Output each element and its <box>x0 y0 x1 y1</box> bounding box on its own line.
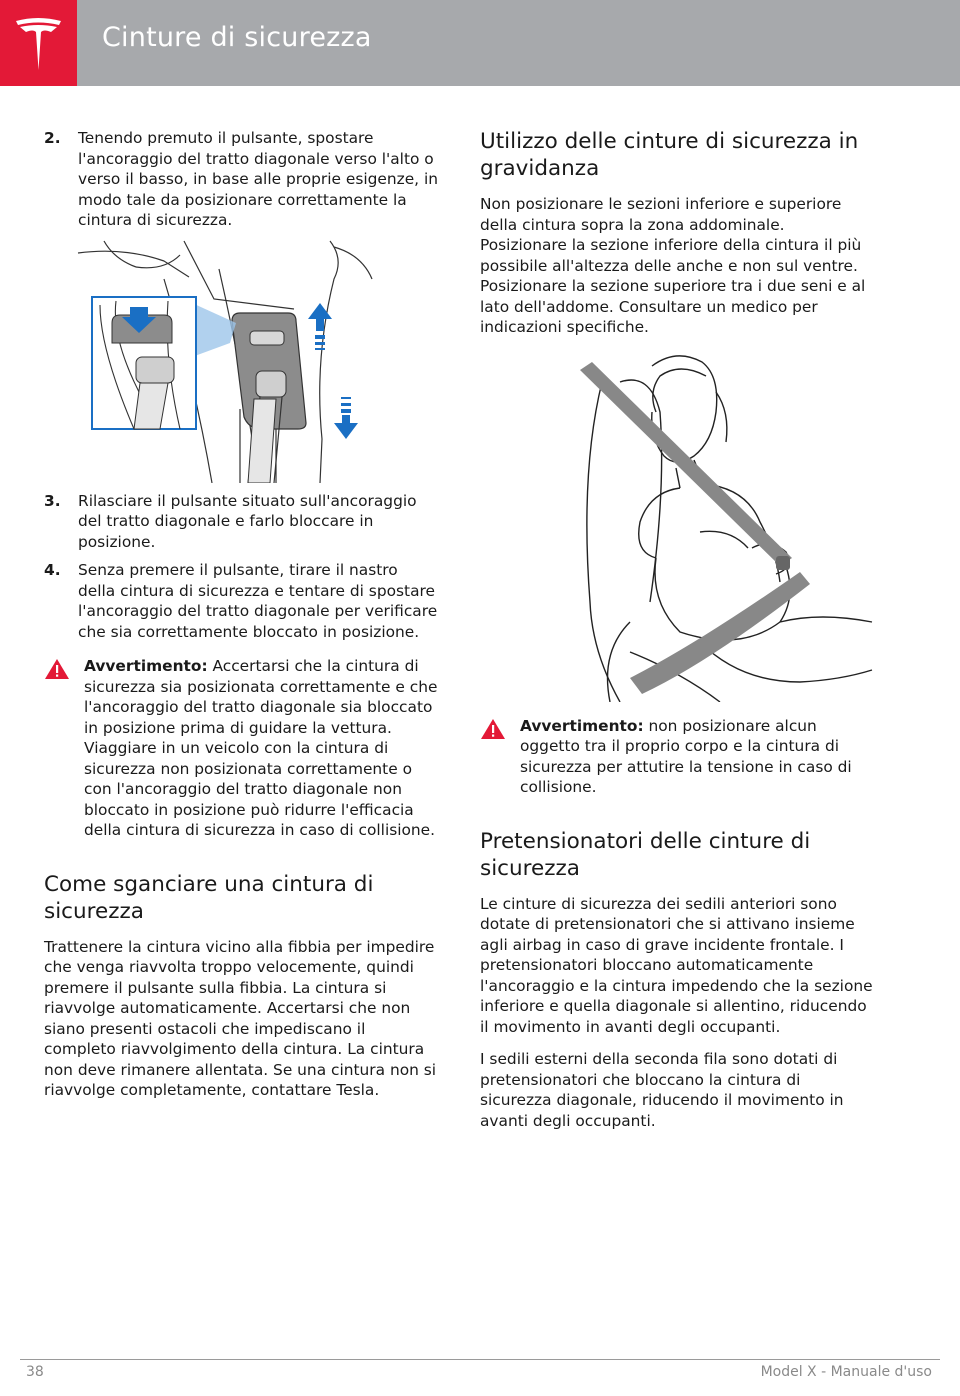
release-paragraph: Trattenere la cintura vicino alla fibbia per impedire che venga riavvolta troppo velocemente, quindi premere il pulsante sulla fibbia. La cintura si riavvolge automaticamente. Accertarsi che non siano presenti ostacoli che impediscano il completo riavvolgimento della cintura. La cintura non deve rimanere allentata. Se una cintura non si riavvolge completamente, contattare Tesla. <box>44 937 437 1099</box>
tesla-logo-icon <box>14 16 63 70</box>
tesla-logo <box>0 0 77 86</box>
page-title: Cinture di sicurezza <box>102 22 372 53</box>
step-text: Tenendo premuto il pulsante, spostare l'ancoraggio del tratto diagonale verso l'alto o verso il basso, in base alle proprie esigenze, in modo tale da posizionare correttamente la cintura di sicurezza. <box>78 129 438 229</box>
footer-divider <box>20 1359 940 1360</box>
step-3 <box>44 491 438 553</box>
warning-triangle-icon <box>44 656 84 841</box>
page-number: 38 <box>26 1364 44 1380</box>
page-header <box>0 0 960 86</box>
right-column <box>480 128 876 1143</box>
warning-no-objects <box>480 716 876 798</box>
section-heading-pregnancy: Utilizzo delle cinture di sicurezza in gravidanza <box>480 129 859 181</box>
step-text: Senza premere il pulsante, tirare il nastro della cintura di sicurezza e tentare di spostare l'ancoraggio del tratto diagonale per verificare che sia correttamente bloccato in posizione. <box>78 561 438 641</box>
step-number: 3. <box>44 491 61 510</box>
step-number: 2. <box>44 129 61 147</box>
warning-belt-anchor <box>44 656 438 841</box>
pregnancy-paragraph: Non posizionare le sezioni inferiore e superiore della cintura sopra la zona addominale. Posizionare la sezione inferiore della cintura il più possibile all'altezza delle anche e non sul ventre. Posizionare la sezione superiore tra i due seni e al lato dell'addome. Consultare un medico per indicazioni specifiche. <box>480 195 866 336</box>
step-4 <box>44 560 438 642</box>
pretensioner-paragraph-2: I sedili esterni della seconda fila sono dotati di pretensionatori che bloccano la cintura di sicurezza diagonale, riducendo il movimento in avanti degli occupanti. <box>480 1050 844 1130</box>
manual-name: Model X - Manuale d'uso <box>760 1364 932 1380</box>
warning-label: Avvertimento: <box>84 657 208 675</box>
left-column <box>44 128 438 1113</box>
warning-text: Accertarsi che la cintura di sicurezza sia posizionata correttamente e che l'ancoraggio del tratto diagonale sia bloccato in posizione prima di guidare la vettura. Viaggiare in un veicolo con la cintura di sicurezza non posizionata correttamente o con l'ancoraggio del tratto diagonale non bloccato in posizione può ridurre l'efficacia della cintura di sicurezza in caso di collisione. <box>84 657 438 839</box>
section-heading-pretensioners: Pretensionatori delle cinture di sicurezza <box>480 828 811 881</box>
step-text: Rilasciare il pulsante situato sull'ancoraggio del tratto diagonale e farlo bloccare in posizione. <box>78 491 417 551</box>
belt-anchor-illustration <box>44 239 438 483</box>
step-2 <box>44 128 438 231</box>
pretensioner-paragraph-1: Le cinture di sicurezza dei sedili anteriori sono dotate di pretensionatori che si attivano insieme agli airbag in caso di grave incidente frontale. I pretensionatori bloccano automaticamente l'ancoraggio e la cintura impedendo che la sezione inferiore e quella diagonale si allentino, riducendo il movimento in avanti degli occupanti. <box>480 894 873 1036</box>
warning-triangle-icon <box>480 716 520 798</box>
section-heading-release: Come sganciare una cintura di sicurezza <box>44 871 374 924</box>
step-number: 4. <box>44 561 61 579</box>
warning-text: non posizionare alcun oggetto tra il proprio corpo e la cintura di sicurezza per attutire la tensione in caso di collisione. <box>520 716 852 796</box>
pregnant-belt-illustration <box>480 352 876 702</box>
warning-label: Avvertimento: <box>520 716 644 735</box>
